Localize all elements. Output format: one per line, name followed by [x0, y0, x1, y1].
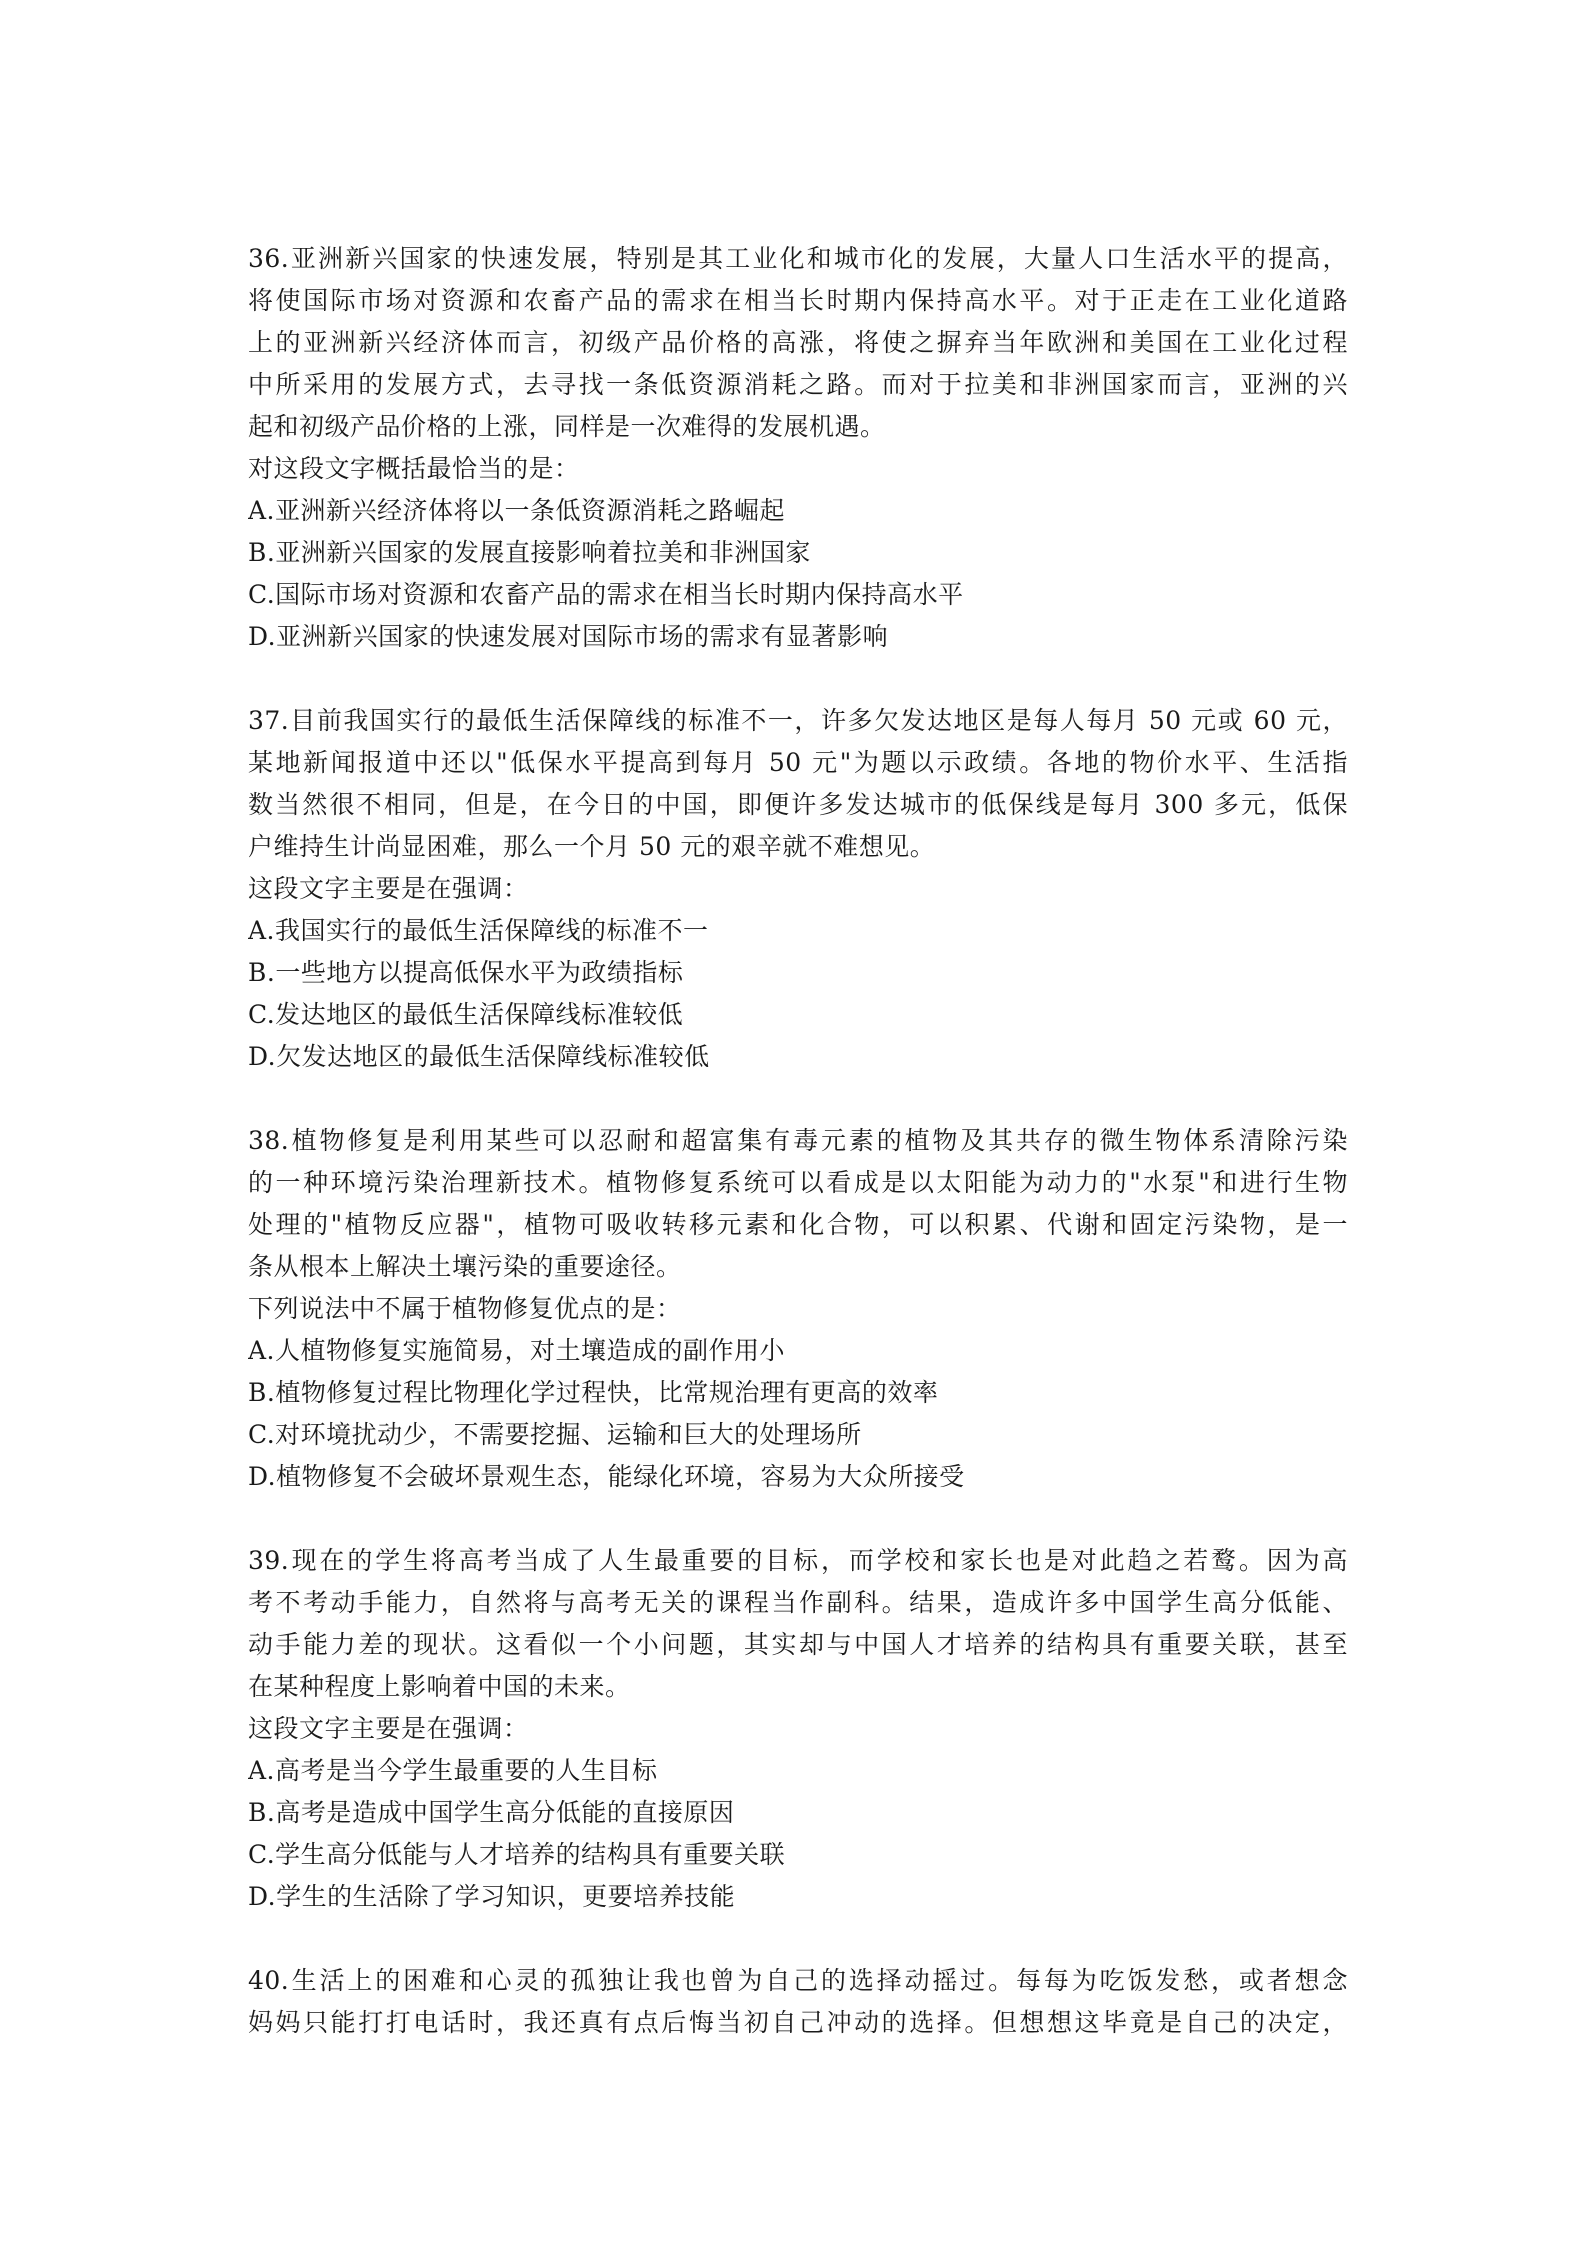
question-prompt: 下列说法中不属于植物修复优点的是：	[248, 1294, 682, 1323]
question-prompt: 这段文字主要是在强调：	[248, 874, 529, 903]
stem-line: 处理的"植物反应器"，植物可吸收转移元素和化合物，可以积累、代谢和固定污染物，是一	[248, 1210, 1348, 1239]
option-a: A.高考是当今学生最重要的人生目标	[248, 1756, 658, 1785]
option-b: B.高考是造成中国学生高分低能的直接原因	[248, 1798, 735, 1827]
question-40	[248, 1960, 1348, 2044]
question-stem	[248, 1120, 1348, 1288]
option-d: D.亚洲新兴国家的快速发展对国际市场的需求有显著影响	[248, 622, 889, 651]
stem-line: 动手能力差的现状。这看似一个小问题，其实却与中国人才培养的结构具有重要关联，甚至	[248, 1630, 1348, 1659]
option-c: C.对环境扰动少，不需要挖掘、运输和巨大的处理场所	[248, 1420, 862, 1449]
stem-line: 某地新闻报道中还以"低保水平提高到每月 50 元"为题以示政绩。各地的物价水平、生活指	[248, 748, 1348, 777]
option-a: A.我国实行的最低生活保障线的标准不一	[248, 916, 709, 945]
stem-line: 考不考动手能力，自然将与高考无关的课程当作副科。结果，造成许多中国学生高分低能、	[248, 1588, 1348, 1617]
stem-line: 37.目前我国实行的最低生活保障线的标准不一，许多欠发达地区是每人每月 50 元或 60 元，	[248, 706, 1348, 735]
question-stem	[248, 700, 1348, 868]
option-a: A.人植物修复实施简易，对土壤造成的副作用小	[248, 1336, 786, 1365]
option-d: D.植物修复不会破坏景观生态，能绿化环境，容易为大众所接受	[248, 1462, 965, 1491]
stem-line: 的一种环境污染治理新技术。植物修复系统可以看成是以太阳能为动力的"水泵"和进行生物	[248, 1168, 1348, 1197]
stem-line: 条从根本上解决土壤污染的重要途径。	[248, 1252, 682, 1281]
stem-line: 户维持生计尚显困难，那么一个月 50 元的艰辛就不难想见。	[248, 832, 936, 861]
stem-line: 中所采用的发展方式，去寻找一条低资源消耗之路。而对于拉美和非洲国家而言，亚洲的兴	[248, 370, 1348, 399]
option-b: B.一些地方以提高低保水平为政绩指标	[248, 958, 684, 987]
stem-line: 上的亚洲新兴经济体而言，初级产品价格的高涨，将使之摒弃当年欧洲和美国在工业化过程	[248, 328, 1348, 357]
stem-line: 在某种程度上影响着中国的未来。	[248, 1672, 631, 1701]
question-prompt: 这段文字主要是在强调：	[248, 1714, 529, 1743]
stem-line: 39.现在的学生将高考当成了人生最重要的目标，而学校和家长也是对此趋之若鹜。因为高	[248, 1546, 1348, 1575]
option-d: D.学生的生活除了学习知识，更要培养技能	[248, 1882, 736, 1911]
question-stem	[248, 1540, 1348, 1708]
question-36	[248, 238, 1348, 658]
question-prompt: 对这段文字概括最恰当的是：	[248, 454, 580, 483]
stem-line: 36.亚洲新兴国家的快速发展，特别是其工业化和城市化的发展，大量人口生活水平的提高，	[248, 244, 1348, 273]
question-stem	[248, 238, 1348, 448]
question-37	[248, 700, 1348, 1078]
stem-line: 将使国际市场对资源和农畜产品的需求在相当长时期内保持高水平。对于正走在工业化道路	[248, 286, 1348, 315]
stem-line: 起和初级产品价格的上涨，同样是一次难得的发展机遇。	[248, 412, 886, 441]
option-a: A.亚洲新兴经济体将以一条低资源消耗之路崛起	[248, 496, 786, 525]
option-d: D.欠发达地区的最低生活保障线标准较低	[248, 1042, 710, 1071]
stem-line: 妈妈只能打打电话时，我还真有点后悔当初自己冲动的选择。但想想这毕竟是自己的决定，	[248, 2008, 1348, 2037]
option-c: C.国际市场对资源和农畜产品的需求在相当长时期内保持高水平	[248, 580, 964, 609]
question-list	[248, 238, 1348, 2086]
option-b: B.亚洲新兴国家的发展直接影响着拉美和非洲国家	[248, 538, 811, 567]
stem-line: 40.生活上的困难和心灵的孤独让我也曾为自己的选择动摇过。每每为吃饭发愁，或者想念	[248, 1966, 1348, 1995]
option-b: B.植物修复过程比物理化学过程快，比常规治理有更高的效率	[248, 1378, 939, 1407]
option-c: C.学生高分低能与人才培养的结构具有重要关联	[248, 1840, 786, 1869]
question-stem	[248, 1960, 1348, 2044]
question-39	[248, 1540, 1348, 1918]
option-c: C.发达地区的最低生活保障线标准较低	[248, 1000, 684, 1029]
stem-line: 数当然很不相同，但是，在今日的中国，即便许多发达城市的低保线是每月 300 多元，低保	[248, 790, 1348, 819]
question-38	[248, 1120, 1348, 1498]
stem-line: 38.植物修复是利用某些可以忍耐和超富集有毒元素的植物及其共存的微生物体系清除污染	[248, 1126, 1348, 1155]
